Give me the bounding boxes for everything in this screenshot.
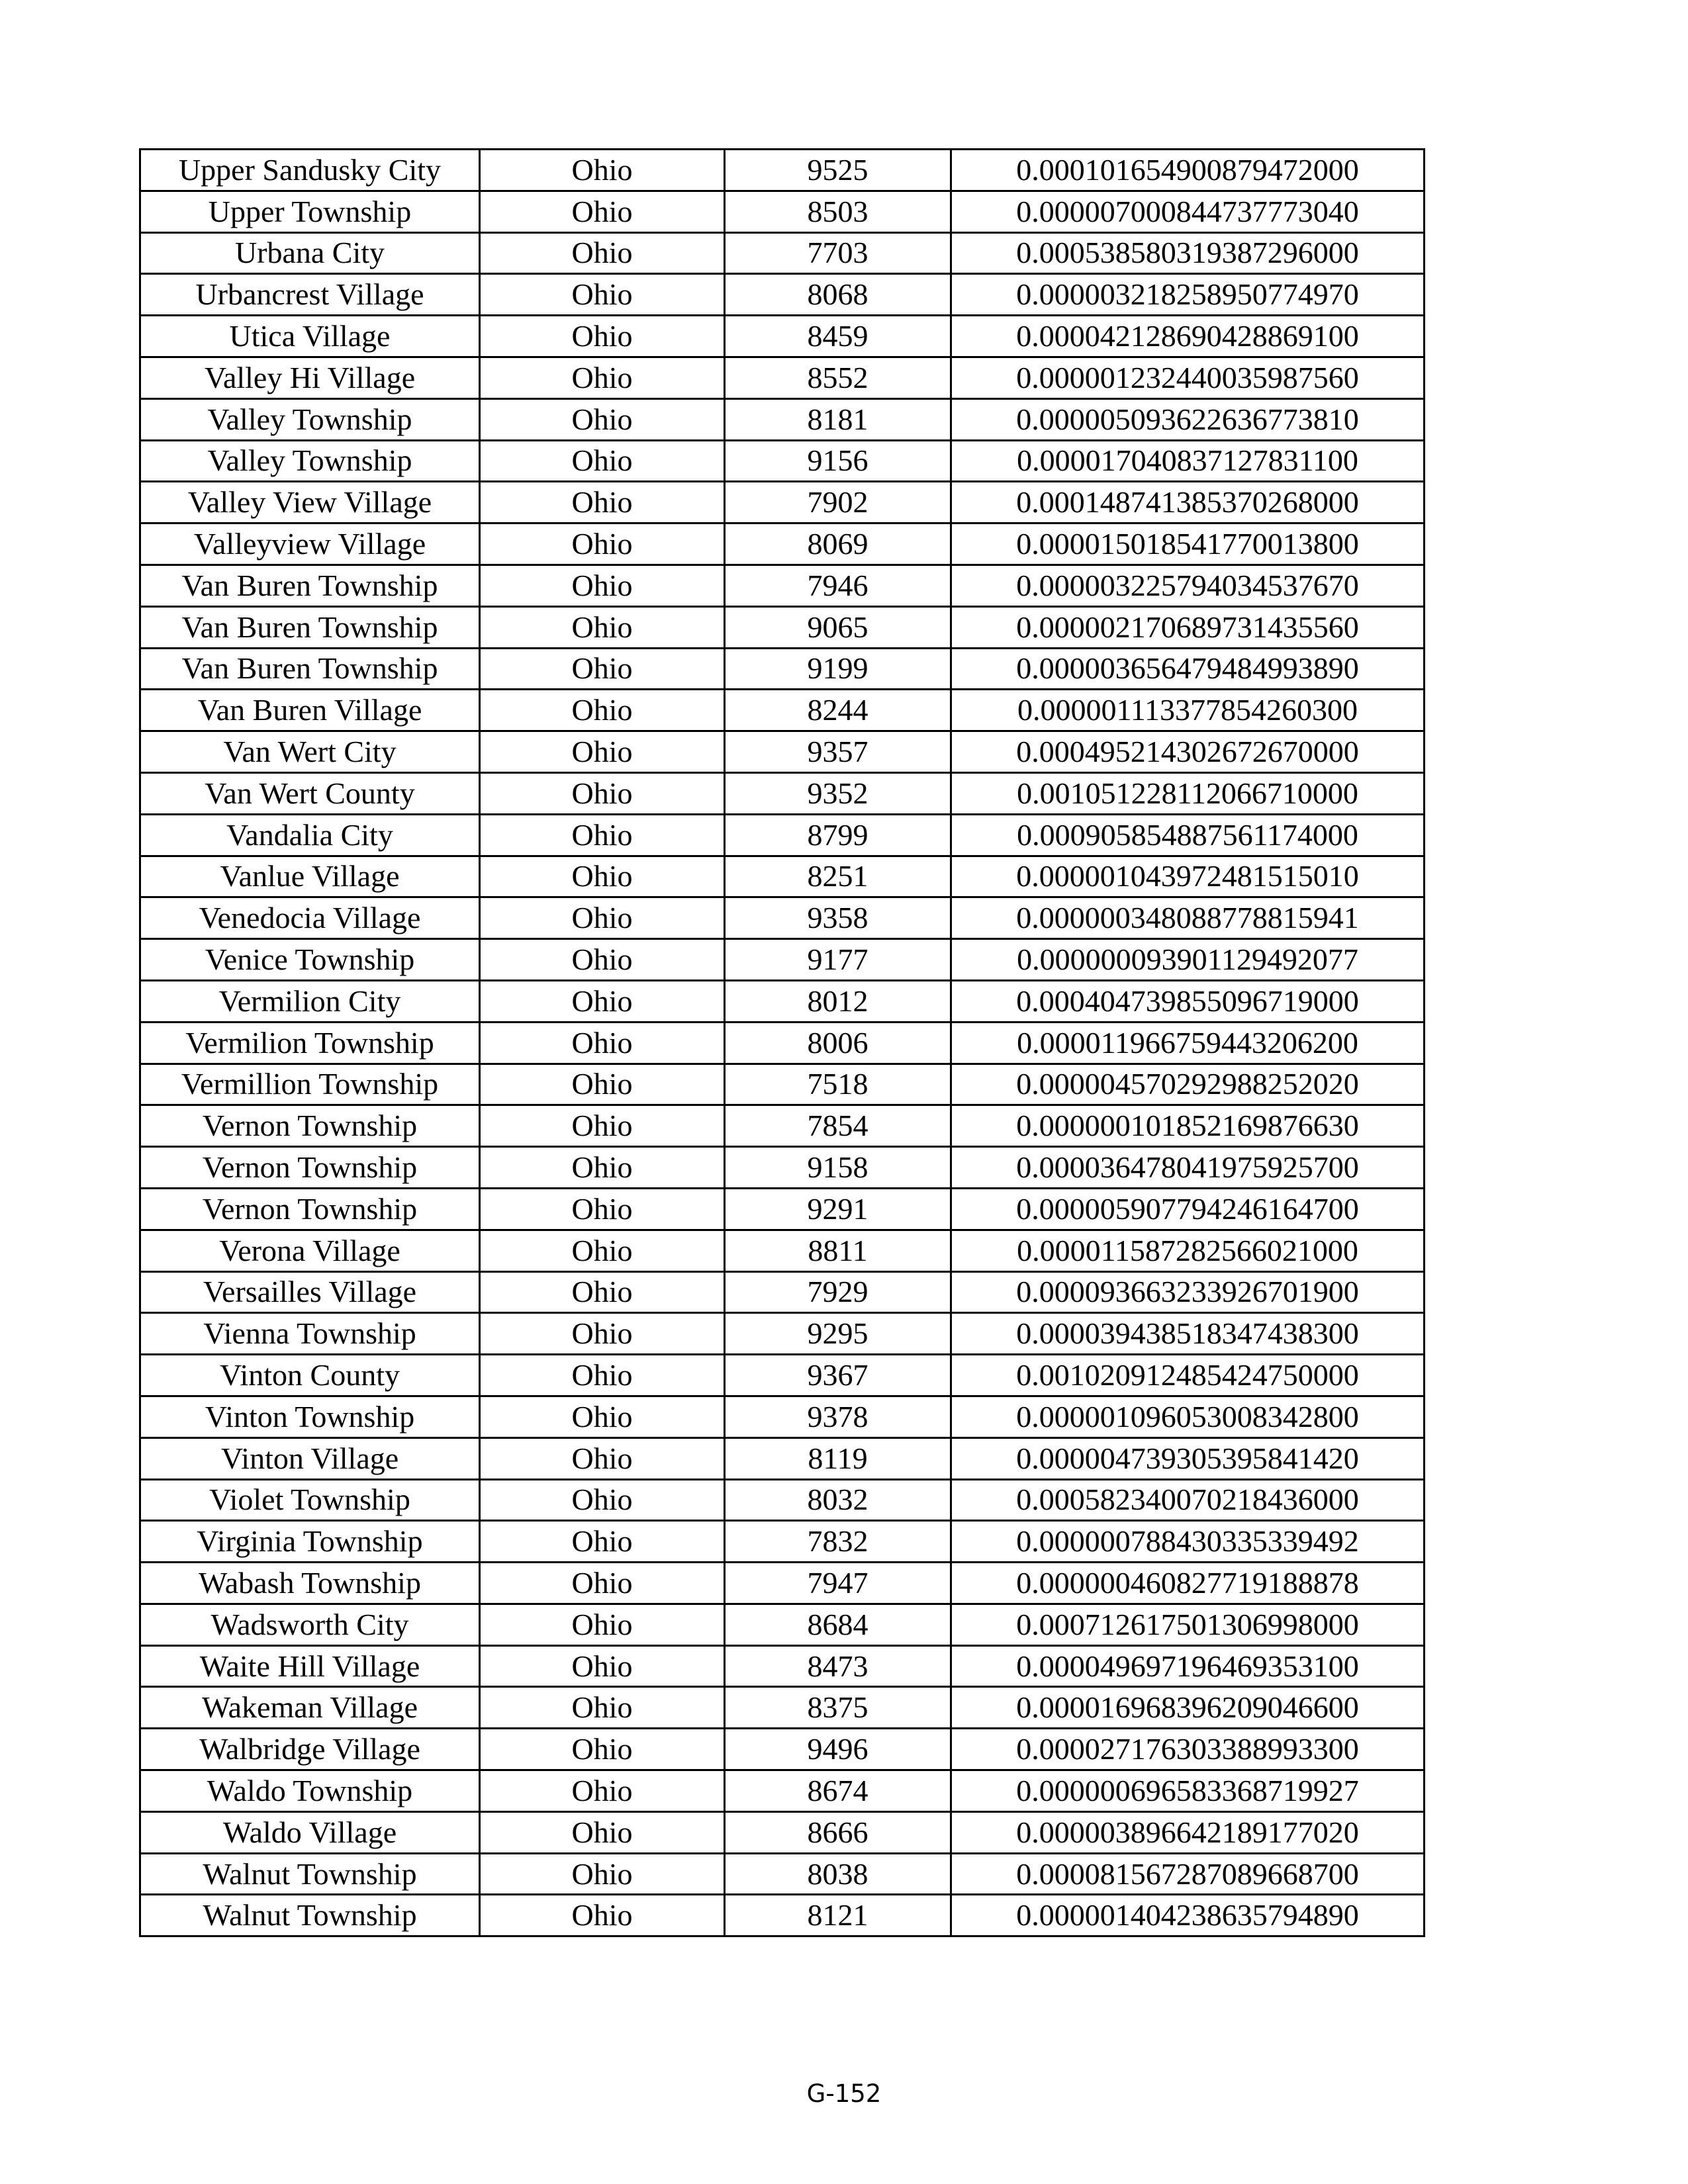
table-row [140, 1147, 1425, 1189]
code-cell: 9357 [725, 731, 951, 773]
code-cell: 8038 [725, 1853, 951, 1895]
table-row [140, 565, 1425, 606]
state-cell: Ohio [480, 814, 725, 856]
table-row [140, 1853, 1425, 1895]
municipality-cell: Valley Township [140, 440, 480, 482]
table-row [140, 482, 1425, 523]
state-cell: Ohio [480, 482, 725, 523]
municipality-cell: Van Buren Township [140, 648, 480, 690]
allocation-cell: 0.000042128690428869100 [951, 316, 1425, 357]
page-number: G-152 [806, 2079, 882, 2108]
allocation-cell: 0.000015018541770013800 [951, 523, 1425, 565]
code-cell: 8552 [725, 357, 951, 398]
allocation-cell: 0.000582340070218436000 [951, 1479, 1425, 1521]
table-body [140, 150, 1425, 1936]
municipality-cell: Vinton Village [140, 1437, 480, 1479]
allocation-cell: 0.000101654900879472000 [951, 150, 1425, 191]
state-cell: Ohio [480, 897, 725, 939]
table-row [140, 1022, 1425, 1064]
allocation-cell: 0.001051228112066710000 [951, 772, 1425, 814]
municipality-cell: Walnut Township [140, 1895, 480, 1936]
allocation-cell: 0.000003218258950774970 [951, 274, 1425, 316]
table-row [140, 1521, 1425, 1563]
municipality-cell: Valleyview Village [140, 523, 480, 565]
code-cell: 8375 [725, 1687, 951, 1729]
municipality-cell: Venice Township [140, 939, 480, 981]
state-cell: Ohio [480, 232, 725, 274]
municipality-cell: Van Wert City [140, 731, 480, 773]
table-row [140, 1604, 1425, 1645]
state-cell: Ohio [480, 1604, 725, 1645]
state-cell: Ohio [480, 772, 725, 814]
municipality-cell: Valley Township [140, 398, 480, 440]
municipality-cell: Vermillion Township [140, 1064, 480, 1105]
code-cell: 8666 [725, 1811, 951, 1853]
code-cell: 8068 [725, 274, 951, 316]
municipality-cell: Van Buren Township [140, 565, 480, 606]
table-row [140, 814, 1425, 856]
code-cell: 9199 [725, 648, 951, 690]
municipality-cell: Urbancrest Village [140, 274, 480, 316]
municipality-cell: Venedocia Village [140, 897, 480, 939]
state-cell: Ohio [480, 1313, 725, 1355]
state-cell: Ohio [480, 980, 725, 1022]
allocation-cell: 0.000905854887561174000 [951, 814, 1425, 856]
code-cell: 9496 [725, 1729, 951, 1770]
allocation-cell: 0.000027176303388993300 [951, 1729, 1425, 1770]
municipality-cell: Wadsworth City [140, 1604, 480, 1645]
table-row [140, 772, 1425, 814]
municipality-cell: Versailles Village [140, 1271, 480, 1313]
allocation-cell: 0.000004739305395841420 [951, 1437, 1425, 1479]
code-cell: 9177 [725, 939, 951, 981]
municipality-cell: Van Wert County [140, 772, 480, 814]
municipality-cell: Valley View Village [140, 482, 480, 523]
code-cell: 8181 [725, 398, 951, 440]
code-cell: 8251 [725, 856, 951, 897]
allocation-cell: 0.000000788430335339492 [951, 1521, 1425, 1563]
table-row [140, 1271, 1425, 1313]
allocation-cell: 0.000538580319387296000 [951, 232, 1425, 274]
code-cell: 8121 [725, 1895, 951, 1936]
allocation-cell: 0.000007000844737773040 [951, 191, 1425, 232]
code-cell: 7947 [725, 1563, 951, 1604]
municipality-cell: Upper Township [140, 191, 480, 232]
table-row [140, 523, 1425, 565]
code-cell: 8684 [725, 1604, 951, 1645]
municipality-cell: Vinton County [140, 1355, 480, 1396]
state-cell: Ohio [480, 357, 725, 398]
code-cell: 9158 [725, 1147, 951, 1189]
allocation-cell: 0.000002170689731435560 [951, 606, 1425, 648]
allocation-cell: 0.000011587282566021000 [951, 1230, 1425, 1271]
code-cell: 9065 [725, 606, 951, 648]
allocation-cell: 0.000001113377854260300 [951, 690, 1425, 731]
allocation-cell: 0.000495214302672670000 [951, 731, 1425, 773]
municipality-cell: Vernon Township [140, 1188, 480, 1230]
state-cell: Ohio [480, 1064, 725, 1105]
table-row [140, 191, 1425, 232]
allocation-cell: 0.000011966759443206200 [951, 1022, 1425, 1064]
municipality-cell: Utica Village [140, 316, 480, 357]
code-cell: 8811 [725, 1230, 951, 1271]
state-cell: Ohio [480, 731, 725, 773]
code-cell: 8119 [725, 1437, 951, 1479]
state-cell: Ohio [480, 1147, 725, 1189]
allocation-cell: 0.000003656479484993890 [951, 648, 1425, 690]
municipality-cell: Vinton Township [140, 1396, 480, 1437]
state-cell: Ohio [480, 150, 725, 191]
allocation-cell: 0.000093663233926701900 [951, 1271, 1425, 1313]
table-row [140, 1437, 1425, 1479]
state-cell: Ohio [480, 939, 725, 981]
state-cell: Ohio [480, 440, 725, 482]
code-cell: 8069 [725, 523, 951, 565]
table-row [140, 1687, 1425, 1729]
municipality-cell: Vanlue Village [140, 856, 480, 897]
state-cell: Ohio [480, 1853, 725, 1895]
state-cell: Ohio [480, 1521, 725, 1563]
code-cell: 8459 [725, 316, 951, 357]
table-row [140, 939, 1425, 981]
code-cell: 9378 [725, 1396, 951, 1437]
code-cell: 8503 [725, 191, 951, 232]
municipality-cell: Vernon Township [140, 1105, 480, 1147]
table-row [140, 440, 1425, 482]
allocation-cell: 0.000039438518347438300 [951, 1313, 1425, 1355]
allocation-cell: 0.001020912485424750000 [951, 1355, 1425, 1396]
municipality-cell: Wabash Township [140, 1563, 480, 1604]
table-row [140, 690, 1425, 731]
table-row [140, 1396, 1425, 1437]
table-row [140, 731, 1425, 773]
municipality-cell: Waite Hill Village [140, 1645, 480, 1687]
allocation-cell: 0.000003225794034537670 [951, 565, 1425, 606]
table-row [140, 150, 1425, 191]
municipality-cell: Vermilion Township [140, 1022, 480, 1064]
table-row [140, 1563, 1425, 1604]
municipality-cell: Vienna Township [140, 1313, 480, 1355]
state-cell: Ohio [480, 1105, 725, 1147]
municipality-cell: Waldo Township [140, 1770, 480, 1812]
state-cell: Ohio [480, 274, 725, 316]
state-cell: Ohio [480, 1355, 725, 1396]
allocation-cell: 0.000712617501306998000 [951, 1604, 1425, 1645]
allocation-cell: 0.000081567287089668700 [951, 1853, 1425, 1895]
state-cell: Ohio [480, 648, 725, 690]
state-cell: Ohio [480, 1230, 725, 1271]
table-row [140, 1355, 1425, 1396]
municipality-cell: Vernon Township [140, 1147, 480, 1189]
municipality-cell: Vermilion City [140, 980, 480, 1022]
state-cell: Ohio [480, 1895, 725, 1936]
code-cell: 7518 [725, 1064, 951, 1105]
code-cell: 8674 [725, 1770, 951, 1812]
state-cell: Ohio [480, 1479, 725, 1521]
state-cell: Ohio [480, 690, 725, 731]
data-table-container [139, 148, 1425, 1937]
allocation-cell: 0.000404739855096719000 [951, 980, 1425, 1022]
code-cell: 7832 [725, 1521, 951, 1563]
code-cell: 8473 [725, 1645, 951, 1687]
allocation-cell: 0.000049697196469353100 [951, 1645, 1425, 1687]
code-cell: 8006 [725, 1022, 951, 1064]
table-row [140, 1313, 1425, 1355]
state-cell: Ohio [480, 1022, 725, 1064]
data-table [139, 148, 1425, 1937]
table-row [140, 398, 1425, 440]
table-row [140, 856, 1425, 897]
state-cell: Ohio [480, 1396, 725, 1437]
table-row [140, 1729, 1425, 1770]
allocation-cell: 0.000005907794246164700 [951, 1188, 1425, 1230]
municipality-cell: Violet Township [140, 1479, 480, 1521]
table-row [140, 232, 1425, 274]
table-row [140, 316, 1425, 357]
municipality-cell: Waldo Village [140, 1811, 480, 1853]
code-cell: 9291 [725, 1188, 951, 1230]
allocation-cell: 0.000005093622636773810 [951, 398, 1425, 440]
state-cell: Ohio [480, 1563, 725, 1604]
allocation-cell: 0.000003896642189177020 [951, 1811, 1425, 1853]
state-cell: Ohio [480, 1271, 725, 1313]
code-cell: 9367 [725, 1355, 951, 1396]
code-cell: 7929 [725, 1271, 951, 1313]
code-cell: 7703 [725, 232, 951, 274]
allocation-cell: 0.000004570292988252020 [951, 1064, 1425, 1105]
code-cell: 7946 [725, 565, 951, 606]
code-cell: 8012 [725, 980, 951, 1022]
table-row [140, 1479, 1425, 1521]
municipality-cell: Walnut Township [140, 1853, 480, 1895]
code-cell: 9352 [725, 772, 951, 814]
code-cell: 7854 [725, 1105, 951, 1147]
allocation-cell: 0.000016968396209046600 [951, 1687, 1425, 1729]
municipality-cell: Van Buren Village [140, 690, 480, 731]
municipality-cell: Valley Hi Village [140, 357, 480, 398]
table-row [140, 648, 1425, 690]
code-cell: 8799 [725, 814, 951, 856]
allocation-cell: 0.000001043972481515010 [951, 856, 1425, 897]
state-cell: Ohio [480, 316, 725, 357]
state-cell: Ohio [480, 1811, 725, 1853]
table-row [140, 1895, 1425, 1936]
municipality-cell: Walbridge Village [140, 1729, 480, 1770]
municipality-cell: Verona Village [140, 1230, 480, 1271]
allocation-cell: 0.000017040837127831100 [951, 440, 1425, 482]
municipality-cell: Vandalia City [140, 814, 480, 856]
allocation-cell: 0.000001404238635794890 [951, 1895, 1425, 1936]
allocation-cell: 0.000000101852169876630 [951, 1105, 1425, 1147]
code-cell: 9295 [725, 1313, 951, 1355]
municipality-cell: Upper Sandusky City [140, 150, 480, 191]
table-row [140, 1064, 1425, 1105]
code-cell: 9358 [725, 897, 951, 939]
state-cell: Ohio [480, 1188, 725, 1230]
state-cell: Ohio [480, 856, 725, 897]
code-cell: 8244 [725, 690, 951, 731]
table-row [140, 1645, 1425, 1687]
allocation-cell: 0.000001232440035987560 [951, 357, 1425, 398]
table-row [140, 1770, 1425, 1812]
table-row [140, 980, 1425, 1022]
state-cell: Ohio [480, 1645, 725, 1687]
allocation-cell: 0.000036478041975925700 [951, 1147, 1425, 1189]
allocation-cell: 0.000000348088778815941 [951, 897, 1425, 939]
table-row [140, 606, 1425, 648]
state-cell: Ohio [480, 1770, 725, 1812]
code-cell: 7902 [725, 482, 951, 523]
table-row [140, 357, 1425, 398]
state-cell: Ohio [480, 1729, 725, 1770]
table-row [140, 1105, 1425, 1147]
allocation-cell: 0.000000696583368719927 [951, 1770, 1425, 1812]
allocation-cell: 0.000000460827719188878 [951, 1563, 1425, 1604]
allocation-cell: 0.000000093901129492077 [951, 939, 1425, 981]
allocation-cell: 0.000148741385370268000 [951, 482, 1425, 523]
table-row [140, 1811, 1425, 1853]
state-cell: Ohio [480, 398, 725, 440]
table-row [140, 274, 1425, 316]
code-cell: 9156 [725, 440, 951, 482]
state-cell: Ohio [480, 1687, 725, 1729]
table-row [140, 897, 1425, 939]
state-cell: Ohio [480, 606, 725, 648]
state-cell: Ohio [480, 1437, 725, 1479]
municipality-cell: Van Buren Township [140, 606, 480, 648]
table-row [140, 1188, 1425, 1230]
municipality-cell: Virginia Township [140, 1521, 480, 1563]
municipality-cell: Urbana City [140, 232, 480, 274]
code-cell: 9525 [725, 150, 951, 191]
code-cell: 8032 [725, 1479, 951, 1521]
state-cell: Ohio [480, 523, 725, 565]
state-cell: Ohio [480, 565, 725, 606]
municipality-cell: Wakeman Village [140, 1687, 480, 1729]
table-row [140, 1230, 1425, 1271]
allocation-cell: 0.000001096053008342800 [951, 1396, 1425, 1437]
state-cell: Ohio [480, 191, 725, 232]
